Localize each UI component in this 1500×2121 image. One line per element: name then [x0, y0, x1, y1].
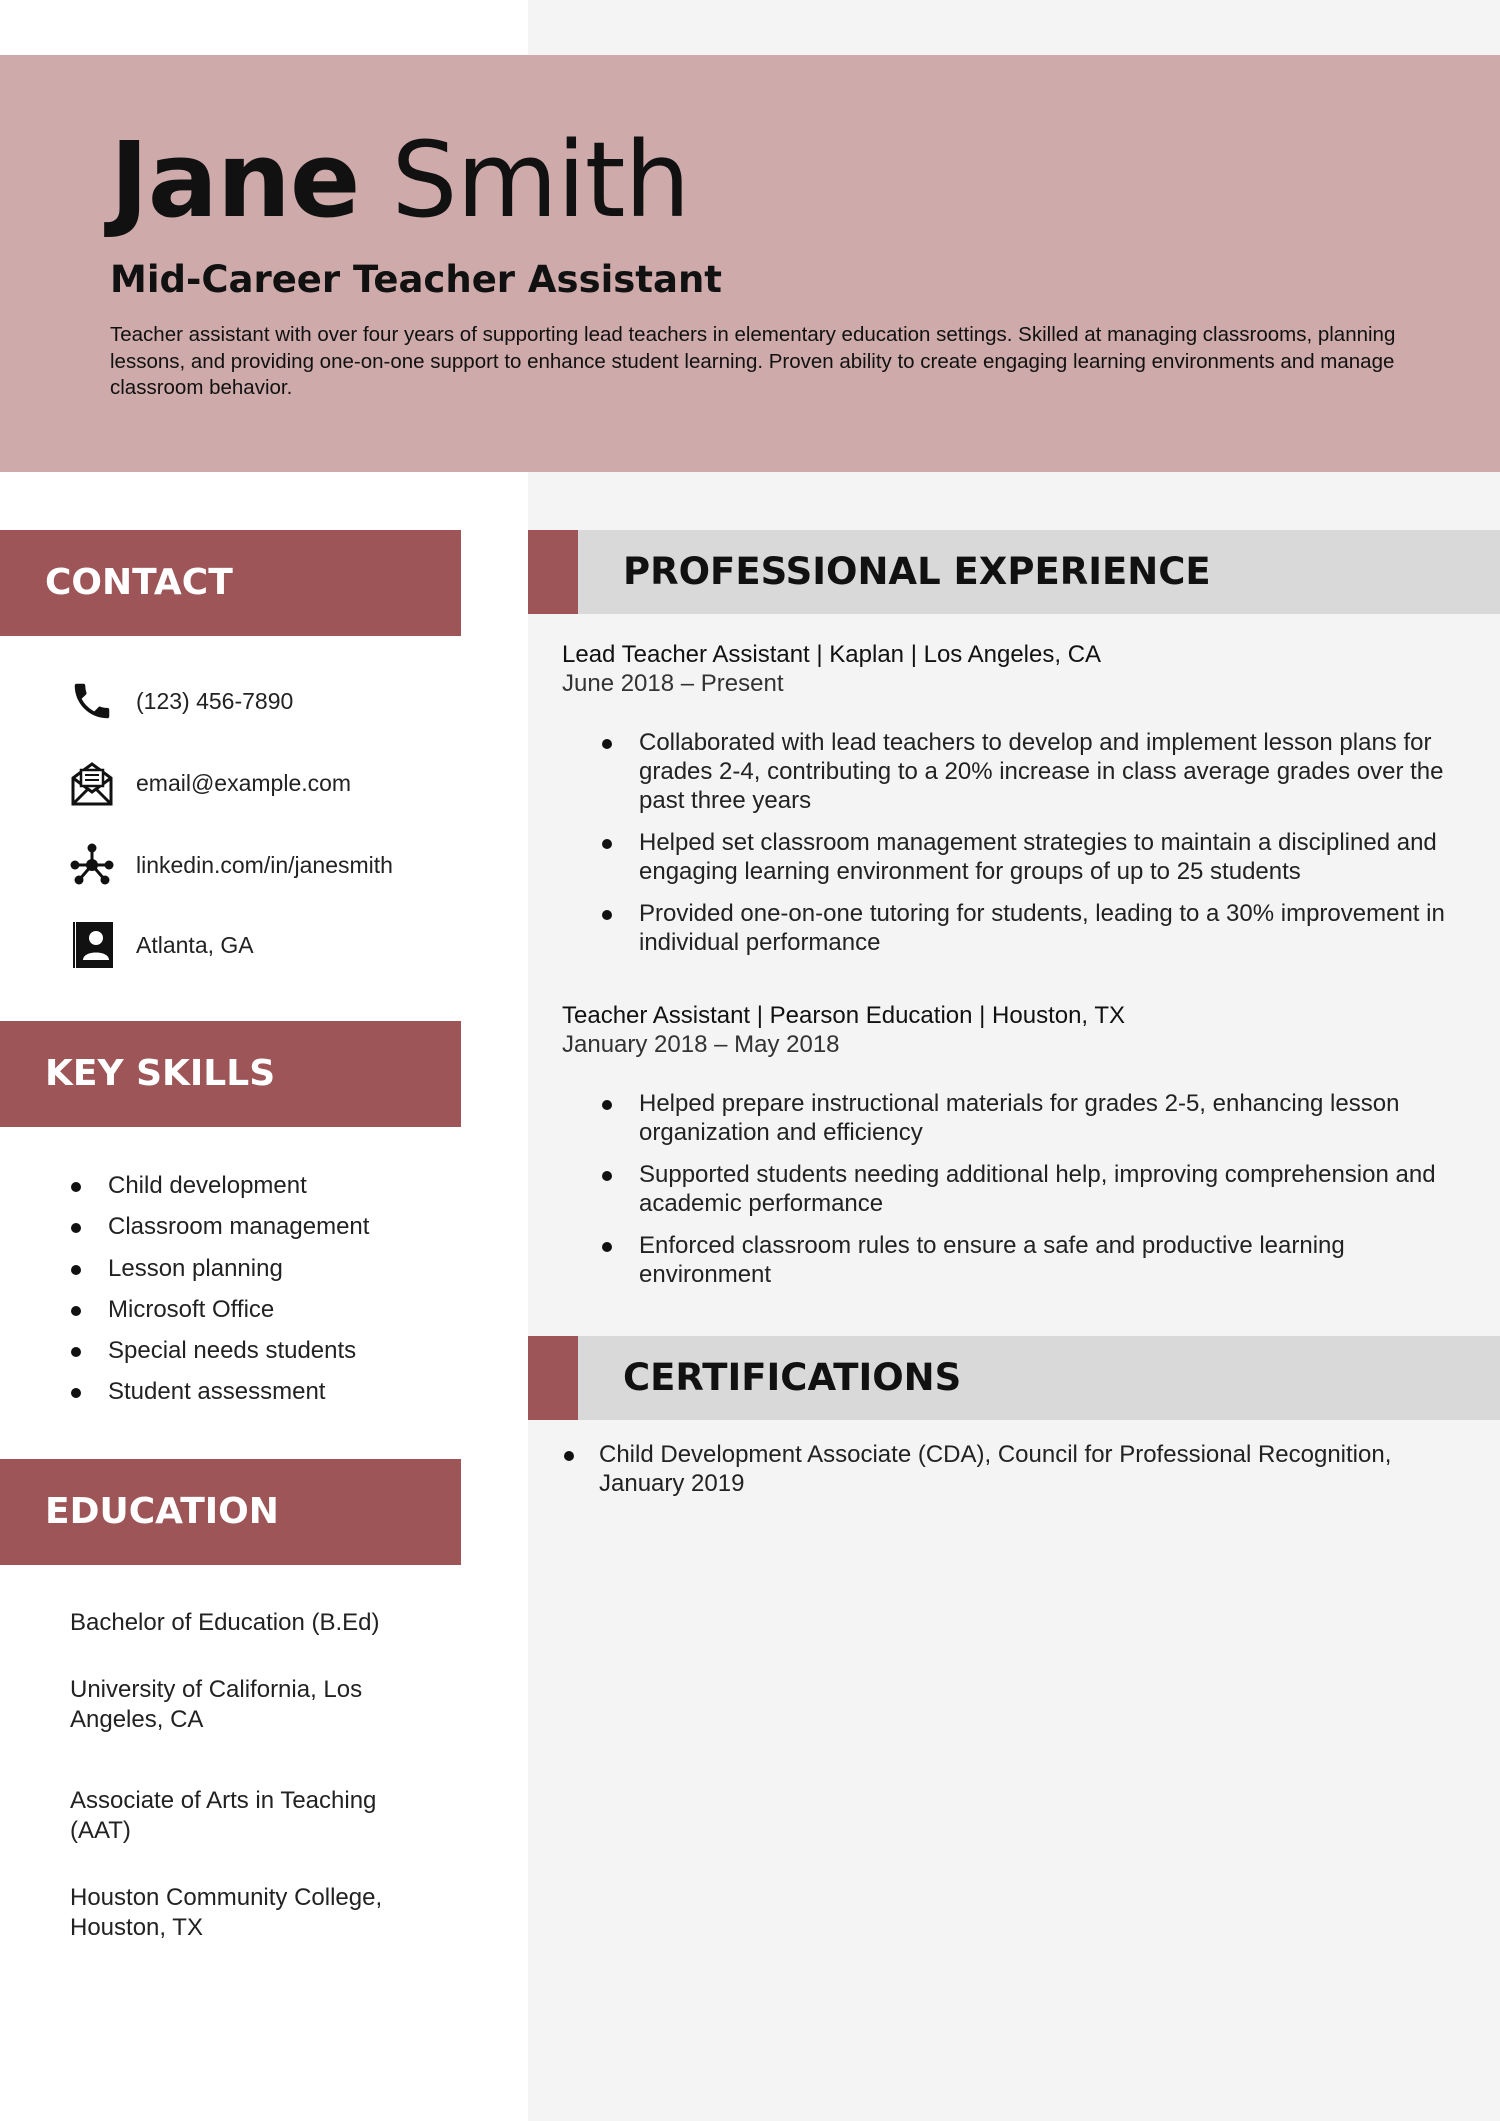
heading-accent [528, 530, 578, 614]
job-dates: January 2018 – May 2018 [562, 1031, 840, 1058]
job-bullets [598, 1089, 1470, 1302]
list-item: Child development [68, 1168, 369, 1209]
envelope-icon [68, 756, 116, 810]
list-item: Supported students needing additional help, improving comprehension and academic performance [598, 1160, 1470, 1218]
job-role: Lead Teacher Assistant | Kaplan | Los Angeles, CA [562, 641, 1102, 668]
candidate-name [110, 120, 689, 240]
list-item: Student assessment [68, 1374, 369, 1415]
certifications-list [562, 1440, 1462, 1498]
job-role: Teacher Assistant | Pearson Education | Houston, TX [562, 1002, 1126, 1029]
email-address[interactable]: email@example.com [136, 769, 352, 796]
contact-card-icon [68, 918, 116, 972]
certifications-heading: CERTIFICATIONS [623, 1356, 962, 1399]
list-item: Child Development Associate (CDA), Council for Professional Recognition, January 2019 [562, 1440, 1462, 1498]
list-item: Special needs students [68, 1333, 369, 1374]
job-title: Mid-Career Teacher Assistant [110, 258, 722, 301]
education-school: University of California, Los Angeles, CA [70, 1676, 363, 1733]
list-item: Helped prepare instructional materials for grades 2-5, enhancing lesson organization and efficiency [598, 1089, 1470, 1147]
education-heading: EDUCATION [0, 1459, 461, 1565]
linkedin-url[interactable]: linkedin.com/in/janesmith [136, 851, 393, 878]
list-item: Collaborated with lead teachers to develop and implement lesson plans for grades 2-4, contributing to a 20% increase in class average grades over the past three years [598, 728, 1470, 815]
list-item: Provided one-on-one tutoring for students, leading to a 30% improvement in individual performance [598, 899, 1470, 957]
education-degree: Associate of Arts in Teaching (AAT) [70, 1787, 377, 1844]
last-name: Smith [391, 119, 690, 241]
profile-summary: Teacher assistant with over four years of supporting lead teachers in elementary education settings. Skilled at managing classrooms, planning lessons, and providing one-on-one support to enhance student learning. Proven ability to create engaging learning environments and manage classroom behavior. [110, 323, 1396, 399]
contact-location [68, 918, 254, 972]
education-degree: Bachelor of Education (B.Ed) [70, 1609, 380, 1636]
network-icon [68, 838, 116, 892]
phone-icon [68, 674, 116, 728]
list-item: Classroom management [68, 1209, 369, 1250]
phone-number[interactable]: (123) 456-7890 [136, 687, 294, 714]
experience-heading: PROFESSIONAL EXPERIENCE [623, 550, 1211, 593]
contact-phone [68, 674, 293, 728]
heading-accent [528, 1336, 578, 1420]
first-name: Jane [110, 119, 360, 241]
list-item: Enforced classroom rules to ensure a safe and productive learning environment [598, 1231, 1470, 1289]
list-item: Microsoft Office [68, 1292, 369, 1333]
job-bullets [598, 728, 1470, 970]
certifications-heading-bar [528, 1336, 1500, 1420]
contact-linkedin [68, 838, 393, 892]
education-school: Houston Community College, Houston, TX [70, 1884, 383, 1941]
contact-heading: CONTACT [0, 530, 461, 636]
list-item: Lesson planning [68, 1251, 369, 1292]
job-dates: June 2018 – Present [562, 670, 784, 697]
contact-email [68, 756, 351, 810]
experience-heading-bar [528, 530, 1500, 614]
location: Atlanta, GA [136, 931, 254, 958]
skills-heading: KEY SKILLS [0, 1021, 461, 1127]
list-item: Helped set classroom management strategies to maintain a disciplined and engaging learning environment for groups of up to 25 students [598, 828, 1470, 886]
skills-list [68, 1168, 369, 1416]
